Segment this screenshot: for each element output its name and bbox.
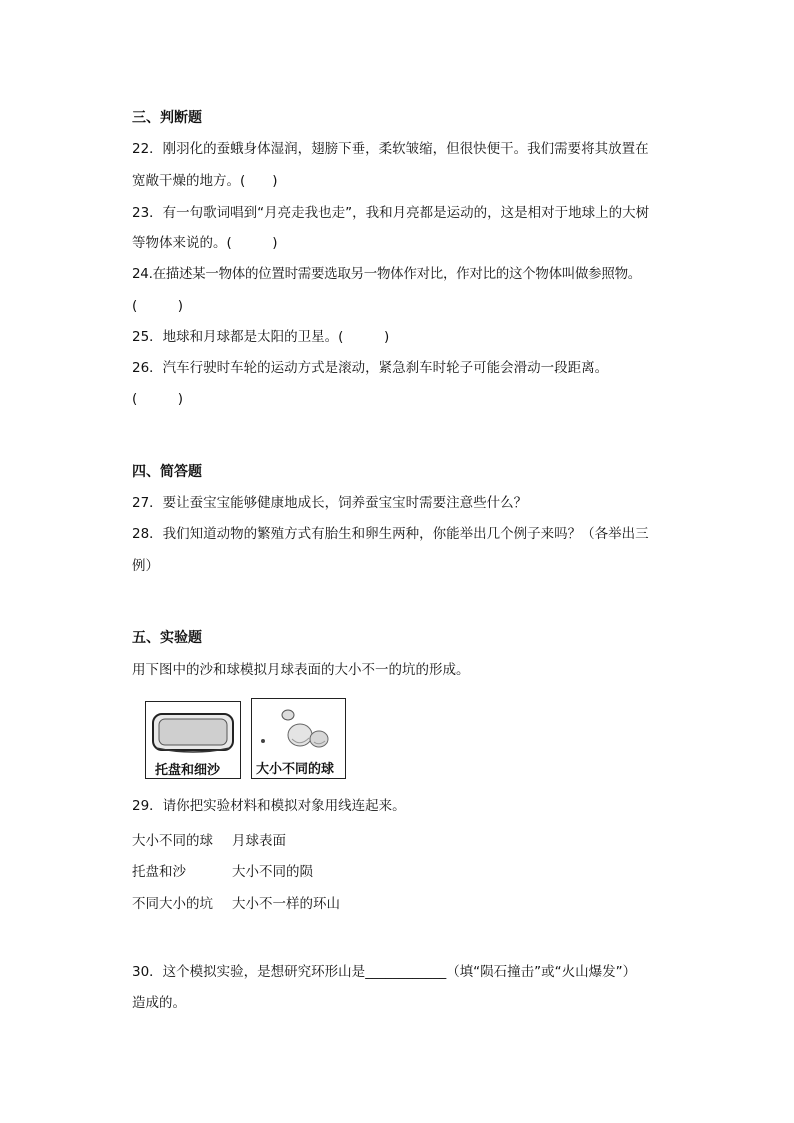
question-30-text: 30．这个模拟实验，是想研究环形山是 — [132, 964, 366, 980]
sand-tray-image — [146, 704, 240, 760]
question-24-line-2: ( ) — [132, 298, 184, 314]
question-28-line-1: 28．我们知道动物的繁殖方式有胎生和卵生两种，你能举出几个例子来吗？（各举出三 — [132, 526, 649, 542]
tray-and-sand-figure — [145, 701, 241, 779]
balls-image — [252, 699, 345, 757]
question-30-options: （填“陨石撞击”或“火山爆发”） — [446, 964, 637, 980]
balls-figure — [251, 698, 346, 779]
question-29: 29．请你把实验材料和模拟对象用线连起来。 — [132, 798, 406, 814]
matching-right-2: 大小不同的陨 — [232, 864, 313, 880]
section-5-heading: 五、实验题 — [132, 630, 202, 646]
question-22-line-2: 宽敞干燥的地方。( ) — [132, 173, 278, 189]
question-25: 25．地球和月球都是太阳的卫星。( ) — [132, 329, 390, 345]
question-23-line-2: 等物体来说的。( ) — [132, 235, 278, 251]
question-27: 27．要让蚕宝宝能够健康地成长，饲养蚕宝宝时需要注意些什么？ — [132, 495, 528, 511]
question-28-line-2: 例） — [132, 558, 159, 574]
question-30-line-2: 造成的。 — [132, 995, 186, 1011]
section-4-heading: 四、简答题 — [132, 464, 202, 480]
experiment-intro: 用下图中的沙和球模拟月球表面的大小不一的坑的形成。 — [132, 662, 470, 678]
balls-caption: 大小不同的球 — [256, 762, 335, 777]
question-22-line-1: 22．刚羽化的蚕蛾身体湿润，翅膀下垂，柔软皱缩，但很快便干。我们需要将其放置在 — [132, 141, 649, 157]
matching-left-1: 大小不同的球 — [132, 833, 213, 849]
matching-right-1: 月球表面 — [232, 833, 286, 849]
matching-left-2: 托盘和沙 — [132, 864, 186, 880]
section-3-heading: 三、判断题 — [132, 110, 202, 126]
question-26-line-2: ( ) — [132, 391, 184, 407]
question-30-blank[interactable]: ____________ — [365, 964, 447, 980]
matching-right-3: 大小不一样的环山 — [232, 896, 340, 912]
matching-left-3: 不同大小的坑 — [132, 896, 213, 912]
question-23-line-1: 23．有一句歌词唱到“月亮走我也走”，我和月亮都是运动的，这是相对于地球上的大树 — [132, 205, 650, 221]
question-30-line-1 — [132, 962, 636, 982]
question-24-line-1: 24.在描述某一物体的位置时需要选取另一物体作对比，作对比的这个物体叫做参照物。 — [132, 266, 641, 282]
tray-caption: 托盘和细沙 — [155, 763, 221, 778]
question-26-line-1: 26．汽车行驶时车轮的运动方式是滚动，紧急刹车时轮子可能会滑动一段距离。 — [132, 360, 609, 376]
